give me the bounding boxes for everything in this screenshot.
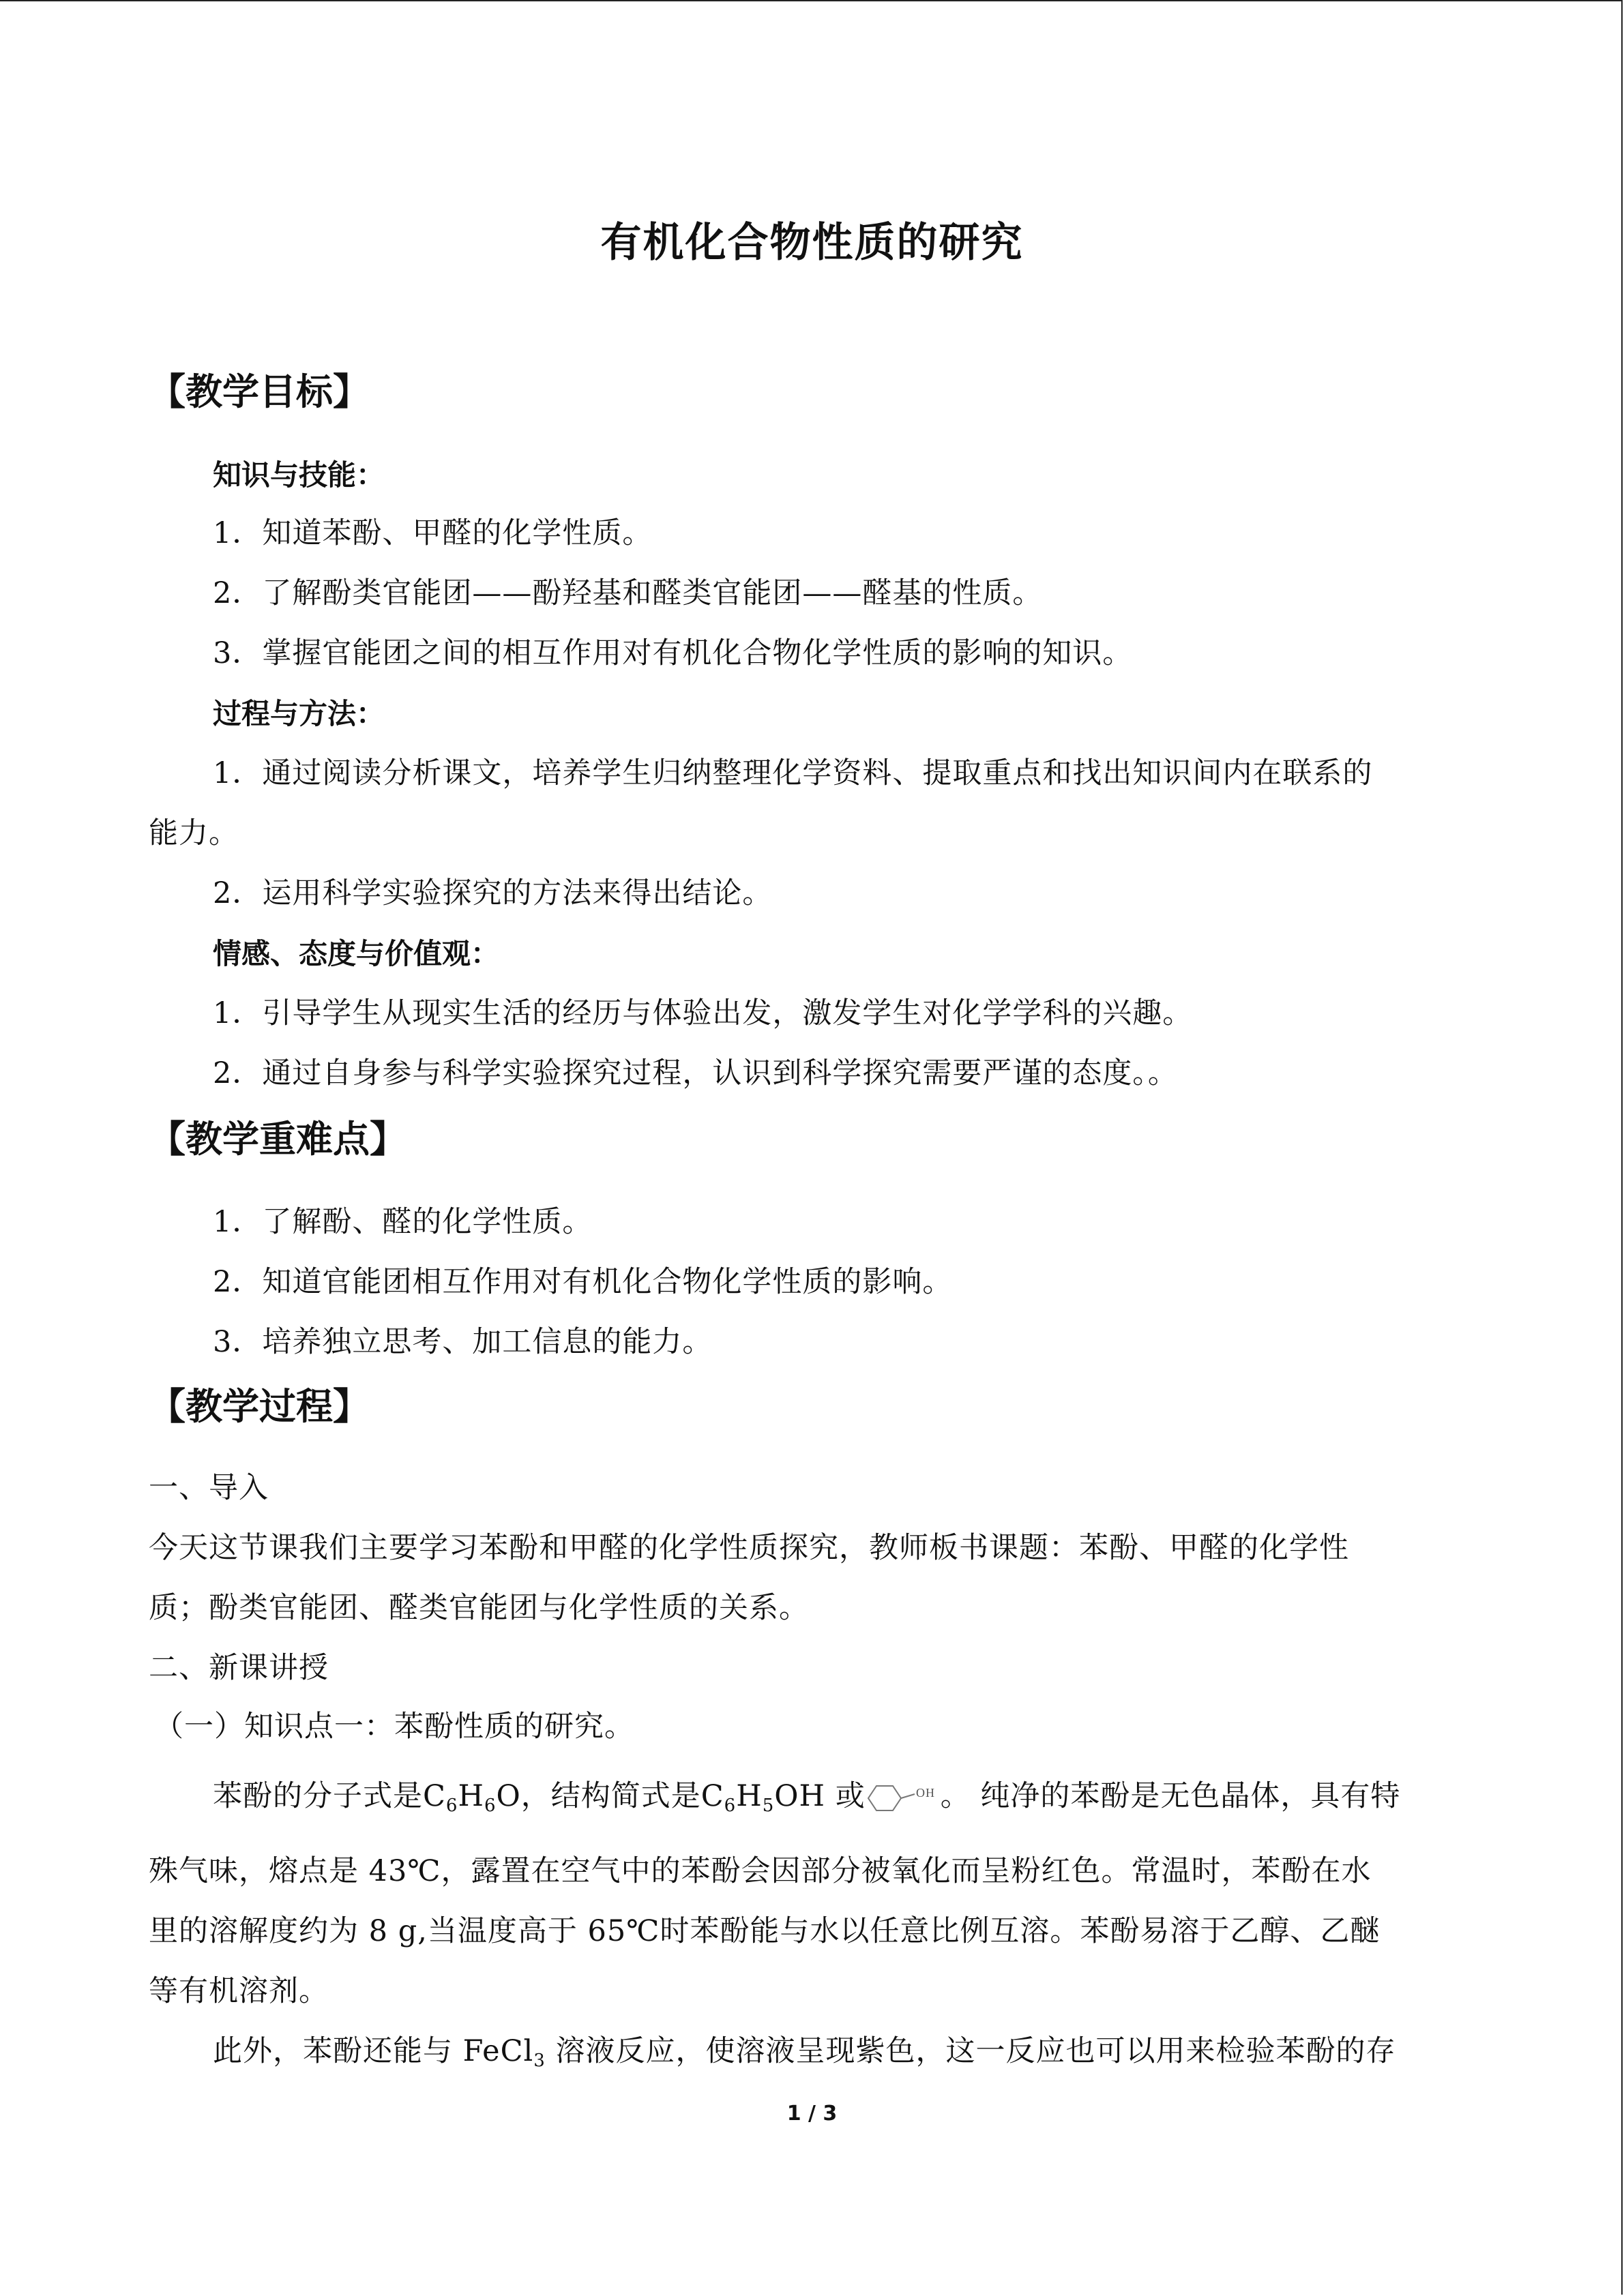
- phenol-text-1: 苯酚的分子式是: [213, 1779, 423, 1813]
- emotion-label: 情感、态度与价值观：: [213, 937, 500, 970]
- objectives-heading: 【教学目标】: [149, 370, 370, 413]
- process-heading: 【教学过程】: [149, 1385, 370, 1428]
- emotion-item-1: 1．引导学生从现实生活的经历与体验出发，激发学生对化学学科的兴趣。: [213, 996, 1193, 1030]
- phenol-text-4: 。 纯净的苯酚是无色晶体，具有特: [940, 1779, 1401, 1813]
- intro-line-2: 质；酚类官能团、醛类官能团与化学性质的关系。: [149, 1591, 809, 1625]
- knowledge-item-1: 1．知道苯酚、甲醛的化学性质。: [213, 516, 653, 550]
- fecl3-line: 此外，苯酚还能与 FeCl$_3$ 溶液反应，使溶液呈现紫色，这一反应也可以用来检验苯酚的存: [213, 2034, 1396, 2071]
- intro-label: 一、导入: [149, 1471, 269, 1505]
- phenol-structure-icon: [866, 1780, 941, 1816]
- molecular-formula: $C_6H_6O$: [423, 1779, 521, 1816]
- phenol-text-2: ，结构简式是: [520, 1779, 701, 1813]
- process-item-2: 2．运用科学实验探究的方法来得出结论。: [213, 876, 773, 910]
- process-label: 过程与方法：: [213, 697, 385, 730]
- knowledge-item-2: 2．了解酚类官能团——酚羟基和醛类官能团——醛基的性质。: [213, 576, 1043, 610]
- key-point-2: 2．知道官能团相互作用对有机化合物化学性质的影响。: [213, 1265, 953, 1299]
- intro-line-1: 今天这节课我们主要学习苯酚和甲醛的化学性质探究，教师板书课题：苯酚、甲醛的化学性: [149, 1531, 1349, 1565]
- phenol-line-4: 等有机溶剂。: [149, 1974, 329, 2008]
- phenol-formula-line: [213, 1773, 1400, 1816]
- knowledge-label: 知识与技能：: [213, 458, 385, 492]
- point-1-label: （一）知识点一：苯酚性质的研究。: [154, 1710, 634, 1744]
- key-point-3: 3．培养独立思考、加工信息的能力。: [213, 1325, 713, 1359]
- process-item-1-line-2: 能力。: [149, 816, 239, 850]
- phenol-line-3: 里的溶解度约为 8 g,当温度高于 65℃时苯酚能与水以任意比例互溶。苯酚易溶于乙醇、乙醚: [149, 1914, 1381, 1948]
- oh-label: OH: [915, 1786, 935, 1800]
- process-item-1-line-1: 1．通过阅读分析课文，培养学生归纳整理化学资料、提取重点和找出知识间内在联系的: [213, 756, 1373, 790]
- document-title: 有机化合物性质的研究: [600, 219, 1024, 267]
- knowledge-item-3: 3．掌握官能团之间的相互作用对有机化合物化学性质的影响的知识。: [213, 636, 1133, 670]
- key-points-heading: 【教学重难点】: [149, 1118, 407, 1161]
- phenol-line-2: 殊气味，熔点是 43℃，露置在空气中的苯酚会因部分被氧化而呈粉红色。常温时，苯酚在水: [149, 1854, 1372, 1888]
- page-number: 1 / 3: [786, 2102, 838, 2126]
- phenol-text-3: 或: [825, 1779, 866, 1813]
- emotion-item-2: 2．通过自身参与科学实验探究过程，认识到科学探究需要严谨的态度。。: [213, 1056, 1178, 1090]
- structural-formula: $C_6H_5OH$: [700, 1779, 826, 1816]
- key-point-1: 1．了解酚、醛的化学性质。: [213, 1205, 593, 1239]
- new-lesson-label: 二、新课讲授: [149, 1651, 329, 1685]
